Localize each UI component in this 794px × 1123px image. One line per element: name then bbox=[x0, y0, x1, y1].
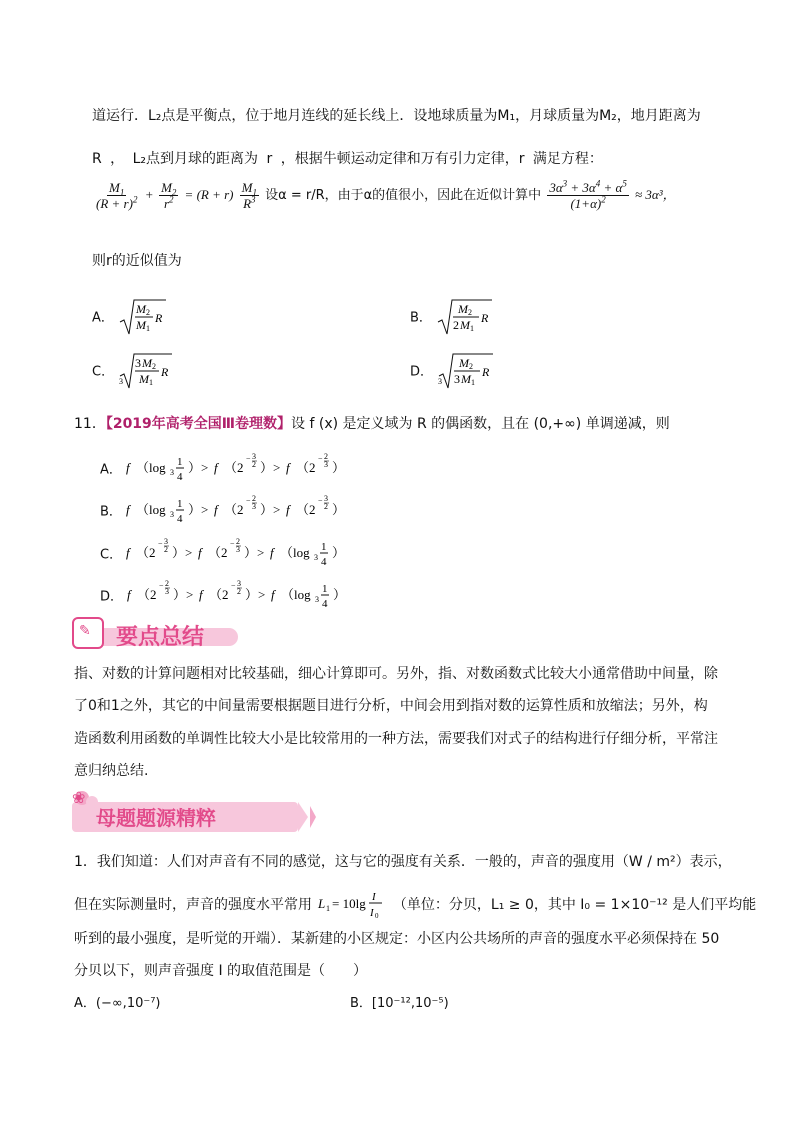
svg-text:= 10lg: = 10lg bbox=[332, 896, 367, 911]
svg-text:3: 3 bbox=[170, 468, 175, 477]
svg-text:f: f bbox=[214, 460, 218, 475]
svg-text:3: 3 bbox=[315, 595, 320, 604]
svg-text:3: 3 bbox=[454, 372, 461, 386]
svg-text:（log: （log bbox=[280, 545, 310, 560]
svg-text:−: − bbox=[231, 581, 236, 590]
svg-text:4: 4 bbox=[321, 556, 327, 568]
svg-text:−: − bbox=[246, 496, 251, 505]
svg-text:）: ） bbox=[332, 502, 346, 517]
svg-text:f: f bbox=[126, 545, 130, 560]
svg-text:1: 1 bbox=[471, 378, 476, 387]
svg-text:4: 4 bbox=[177, 471, 183, 483]
q11-option-b: B． f （log 3 1 4 ）> f （2 − 2 3 ）> f （2 − 3 2 ） bbox=[100, 495, 386, 529]
svg-text:（2: （2 bbox=[296, 502, 316, 517]
svg-text:R: R bbox=[481, 311, 489, 325]
svg-text:1: 1 bbox=[322, 583, 328, 595]
svg-text:）>: ）> bbox=[188, 460, 209, 475]
q1-line4: 分贝以下，则声音强度 I 的取值范围是（ ） bbox=[74, 963, 368, 979]
sqrt-m2-2m1-r bbox=[436, 298, 496, 338]
q10-equation: $\frac{M_1}{(R + r)^2}$ + $\frac{M_2}{r^2}$ = (R + r) $\frac{M_1}{R^3}$ 设α = r/R，由于α的值很小，因此在近似计算中 $\frac{3\alpha^3 + 3\alpha^4 + \alpha^5}{(1+\alpha)^2}$ ≈ 3α³， bbox=[96, 178, 676, 211]
decibel-formula bbox=[316, 888, 388, 922]
svg-text:f: f bbox=[198, 545, 202, 560]
svg-text:）: ） bbox=[333, 587, 347, 602]
svg-text:M: M bbox=[460, 318, 471, 332]
source-banner bbox=[66, 788, 316, 840]
svg-text:3: 3 bbox=[237, 580, 242, 588]
svg-text:−: − bbox=[246, 454, 251, 463]
svg-text:2: 2 bbox=[146, 308, 151, 317]
svg-text:3: 3 bbox=[170, 510, 175, 519]
svg-text:2: 2 bbox=[324, 502, 329, 511]
svg-text:2: 2 bbox=[152, 362, 157, 371]
svg-text:2: 2 bbox=[252, 495, 257, 503]
svg-text:3: 3 bbox=[252, 453, 257, 461]
svg-text:（2: （2 bbox=[224, 502, 244, 517]
svg-text:3: 3 bbox=[135, 356, 142, 370]
q11-option-d: D． f （2 − 2 3 ）> f （2 − 3 2 ）> f （log 3 1 4 ） bbox=[100, 580, 387, 614]
q11-a-formula bbox=[126, 453, 386, 487]
summary-line-1: 指、对数的计算问题相对比较基础，细心计算即可。另外，指、对数函数式比较大小通常借助中间量，除 bbox=[74, 666, 718, 682]
svg-text:（log: （log bbox=[281, 587, 311, 602]
svg-text:M: M bbox=[459, 356, 470, 370]
q10-option-d: D． 3 M 2 3 M 1 R bbox=[410, 352, 497, 392]
svg-text:−: − bbox=[318, 454, 323, 463]
q11-option-a: A． f （log 3 1 4 ）> f （2 − 3 2 ）> f （2 − 2 3 ） bbox=[100, 453, 386, 487]
svg-text:2: 2 bbox=[453, 318, 460, 332]
cbrt-3m2-m1-r bbox=[118, 352, 178, 392]
eq-mid-text: 设α = r/R，由于α的值很小，因此在近似计算中 bbox=[265, 188, 542, 203]
svg-text:−: − bbox=[230, 539, 235, 548]
svg-text:M: M bbox=[458, 302, 469, 316]
sqrt-m2-m1-r bbox=[118, 298, 168, 338]
svg-text:1: 1 bbox=[470, 324, 475, 333]
eq-frac-3: $\frac{M_1}{R^3}$ bbox=[241, 180, 257, 211]
svg-text:3: 3 bbox=[324, 495, 329, 503]
svg-text:M: M bbox=[461, 372, 472, 386]
svg-text:（2: （2 bbox=[296, 460, 316, 475]
q1-line2: 但在实际测量时，声音的强度水平常用 L 1 = 10lg I I 0 （单位：分贝，L₁ ≥ 0，其中 I₀ = 1×10⁻¹² 是人们平均能 bbox=[74, 888, 756, 922]
svg-text:）: ） bbox=[332, 460, 346, 475]
svg-text:f: f bbox=[271, 587, 275, 602]
eq-approx: ≈ 3α³， bbox=[635, 187, 676, 202]
q11-stem-line: 11．【2019年高考全国Ⅲ卷理数】设 f (x) 是定义域为 R 的偶函数，且在 (0,+∞) 单调递减，则 bbox=[74, 416, 670, 432]
svg-text:L: L bbox=[318, 896, 326, 911]
svg-text:2: 2 bbox=[469, 362, 474, 371]
summary-badge bbox=[70, 612, 240, 656]
svg-text:（2: （2 bbox=[136, 545, 156, 560]
svg-text:）>: ）> bbox=[260, 460, 281, 475]
svg-text:f: f bbox=[126, 460, 130, 475]
svg-text:f: f bbox=[286, 460, 290, 475]
svg-text:（log: （log bbox=[136, 460, 166, 475]
svg-text:3: 3 bbox=[165, 587, 170, 596]
summary-line-2: 了0和1之外，其它的中间量需要根据题目进行分析，中间会用到指对数的运算性质和放缩法；另外，构 bbox=[74, 698, 708, 714]
q1-line1: 1．我们知道：人们对声音有不同的感觉，这与它的强度有关系．一般的，声音的强度用（W / m²）表示， bbox=[74, 854, 732, 870]
svg-text:f: f bbox=[126, 502, 130, 517]
q10-option-c: C． 3 3 M 2 M 1 R bbox=[92, 352, 178, 392]
svg-text:−: − bbox=[318, 496, 323, 505]
svg-text:3: 3 bbox=[119, 377, 124, 386]
svg-text:f: f bbox=[286, 502, 290, 517]
svg-text:R: R bbox=[161, 365, 169, 379]
q11-b-formula bbox=[126, 495, 386, 529]
svg-text:2: 2 bbox=[252, 460, 257, 469]
svg-text:M: M bbox=[136, 318, 147, 332]
svg-text:R: R bbox=[482, 365, 490, 379]
svg-text:1: 1 bbox=[177, 498, 183, 510]
svg-text:（2: （2 bbox=[208, 545, 228, 560]
q1-option-b: B．[10⁻¹²,10⁻⁵) bbox=[350, 996, 449, 1011]
svg-text:4: 4 bbox=[177, 513, 183, 525]
eq-frac-4: $\frac{3\alpha^3 + 3\alpha^4 + \alpha^5}{(1+\alpha)^2}$ bbox=[549, 178, 627, 211]
q11-source: 【2019年高考全国Ⅲ卷理数】 bbox=[105, 416, 292, 432]
svg-text:2: 2 bbox=[236, 538, 241, 546]
q11-d-formula bbox=[127, 580, 387, 614]
svg-text:3: 3 bbox=[236, 545, 241, 554]
svg-text:f: f bbox=[199, 587, 203, 602]
svg-text:0: 0 bbox=[375, 912, 379, 920]
svg-text:3: 3 bbox=[438, 377, 443, 386]
cbrt-m2-3m1-r bbox=[437, 352, 497, 392]
q10-option-b: B． M 2 2 M 1 R bbox=[410, 298, 496, 338]
eq-frac-2: $\frac{M_2}{r^2}$ bbox=[161, 180, 177, 211]
svg-text:（2: （2 bbox=[137, 587, 157, 602]
q10-option-a: A． M 2 M 1 R bbox=[92, 298, 168, 338]
svg-text:）>: ）> bbox=[245, 587, 266, 602]
svg-text:f: f bbox=[270, 545, 274, 560]
svg-text:（log: （log bbox=[136, 502, 166, 517]
notebook-icon: ✎ bbox=[79, 623, 91, 639]
svg-text:1: 1 bbox=[177, 456, 183, 468]
q11-c-formula bbox=[126, 538, 386, 572]
svg-text:1: 1 bbox=[321, 541, 327, 553]
svg-text:3: 3 bbox=[324, 460, 329, 469]
svg-text:M: M bbox=[139, 372, 150, 386]
summary-line-4: 意归纳总结. bbox=[74, 763, 149, 779]
butterfly-icon: ❀ bbox=[72, 788, 86, 807]
svg-text:）>: ）> bbox=[173, 587, 194, 602]
svg-text:R: R bbox=[155, 311, 163, 325]
svg-text:2: 2 bbox=[237, 587, 242, 596]
svg-text:（2: （2 bbox=[224, 460, 244, 475]
svg-text:3: 3 bbox=[314, 553, 319, 562]
svg-text:M: M bbox=[136, 302, 147, 316]
eq-frac-1: $\frac{M_1}{(R + r)^2}$ bbox=[96, 180, 138, 211]
q1-line3: 听到的最小强度，是听觉的开端）．某新建的小区规定：小区内公共场所的声音的强度水平必须保持在 50 bbox=[74, 931, 720, 947]
svg-text:（2: （2 bbox=[209, 587, 229, 602]
svg-text:）>: ）> bbox=[244, 545, 265, 560]
svg-text:）>: ）> bbox=[188, 502, 209, 517]
svg-text:）: ） bbox=[332, 545, 346, 560]
svg-text:f: f bbox=[127, 587, 131, 602]
svg-text:2: 2 bbox=[324, 453, 329, 461]
q10-line1: 道运行．L₂点是平衡点，位于地月连线的延长线上．设地球质量为M₁，月球质量为M₂，地月距离为 bbox=[92, 108, 701, 124]
svg-text:3: 3 bbox=[252, 502, 257, 511]
q10-prompt: 则r的近似值为 bbox=[92, 253, 182, 269]
q11-option-c: C． f （2 − 3 2 ）> f （2 − 2 3 ）> f （log 3 1 4 ） bbox=[100, 538, 386, 572]
svg-text:I: I bbox=[372, 891, 377, 903]
q1-option-a: A．(−∞,10⁻⁷) bbox=[74, 996, 161, 1011]
svg-text:）>: ）> bbox=[260, 502, 281, 517]
svg-text:M: M bbox=[142, 356, 153, 370]
summary-line-3: 造函数利用函数的单调性比较大小是比较常用的一种方法，需要我们对式子的结构进行仔细分析，平常注 bbox=[74, 731, 718, 747]
svg-text:2: 2 bbox=[164, 545, 169, 554]
svg-text:2: 2 bbox=[468, 308, 473, 317]
svg-text:−: − bbox=[159, 581, 164, 590]
svg-text:1: 1 bbox=[326, 904, 331, 913]
svg-text:I: I bbox=[370, 907, 375, 919]
svg-text:f: f bbox=[214, 502, 218, 517]
svg-text:）>: ）> bbox=[172, 545, 193, 560]
svg-text:1: 1 bbox=[149, 378, 154, 387]
svg-text:2: 2 bbox=[165, 580, 170, 588]
svg-text:3: 3 bbox=[164, 538, 169, 546]
svg-text:−: − bbox=[158, 539, 163, 548]
svg-text:1: 1 bbox=[146, 324, 151, 333]
q10-line2: R ， L₂点到月球的距离为 r ，根据牛顿运动定律和万有引力定律，r 满足方程： bbox=[92, 151, 603, 167]
summary-title: 要点总结 bbox=[116, 625, 205, 650]
source-title: 母题题源精粹 bbox=[96, 806, 216, 830]
svg-text:4: 4 bbox=[322, 598, 328, 610]
